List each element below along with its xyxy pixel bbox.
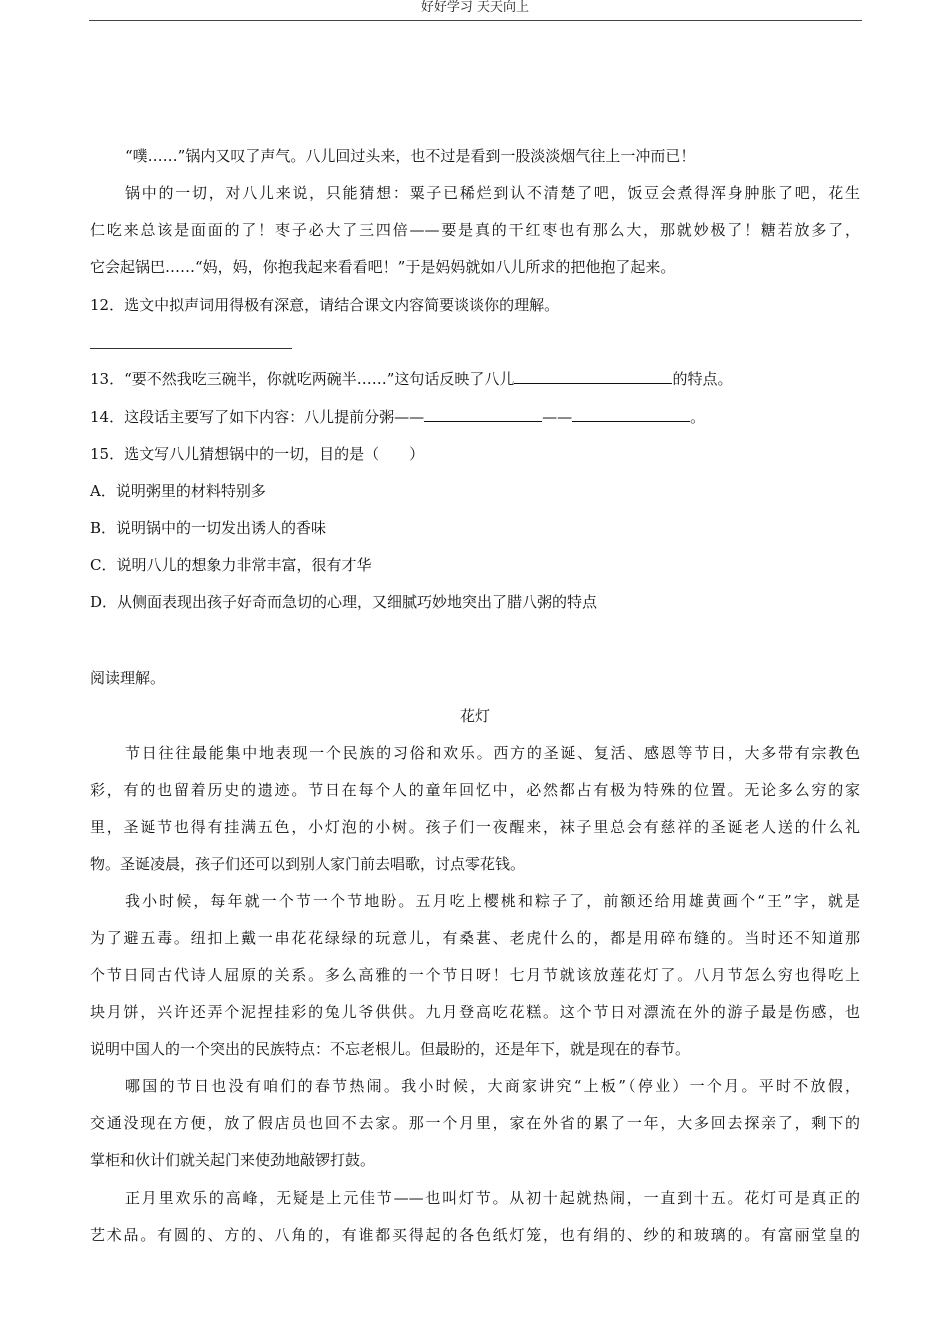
- answer-blank-14a[interactable]: [424, 407, 542, 422]
- option-b[interactable]: B．说明锅中的一切发出诱人的香味: [90, 519, 327, 537]
- article-line: 掌柜和伙计们就关起门来使劲地敲锣打鼓。: [90, 1151, 376, 1169]
- article-line: 说明中国人的一个突出的民族特点：不忘老根儿。但最盼的，还是年下，就是现在的春节。: [90, 1040, 691, 1058]
- article-line: 节日往往最能集中地表现一个民族的习俗和欢乐。西方的圣诞、复活、感恩等节日，大多带有宗教色: [125, 744, 860, 762]
- option-d[interactable]: D．从侧面表现出孩子好奇而急切的心理，又细腻巧妙地突出了腊八粥的特点: [90, 593, 598, 611]
- article-line: 个节日同古代诗人屈原的关系。多么高雅的一个节日呀！七月节就该放莲花灯了。八月节怎么穷也得吃上: [90, 966, 860, 984]
- question-15: 15．选文写八儿猜想锅中的一切，目的是（ ）: [90, 445, 425, 463]
- article-line: 块月饼，兴许还弄个泥捏挂彩的兔儿爷供供。九月登高吃花糕。这个节日对漂流在外的游子最是伤感，也: [90, 1003, 860, 1021]
- page-header: 好好学习 天天向上: [420, 0, 530, 15]
- answer-blank-14b[interactable]: [572, 407, 690, 422]
- article-line: 哪国的节日也没有咱们的春节热闹。我小时候，大商家讲究“上板”（停业）一个月。平时不放假，: [125, 1077, 860, 1095]
- article-line: 为了避五毒。纽扣上戴一串花花绿绿的玩意儿，有桑葚、老虎什么的，都是用碎布缝的。当时还不知道那: [90, 929, 860, 947]
- article-line: 彩，有的也留着历史的遗迹。节日在每个人的童年回忆中，必然都占有极为特殊的位置。无论多么穷的家: [90, 781, 860, 799]
- question-14-sep: ——: [542, 408, 573, 426]
- article-line: 我小时候，每年就一个节一个节地盼。五月吃上樱桃和粽子了，前额还给用雄黄画个“王”字，就是: [125, 892, 860, 910]
- article-title: 花灯: [459, 707, 490, 725]
- answer-line-12[interactable]: [90, 348, 292, 349]
- article-line: 艺术品。有圆的、方的、八角的，有谁都买得起的各色纸灯笼，也有绢的、纱的和玻璃的。有富丽堂皇的: [90, 1226, 860, 1244]
- article-line: 交通没现在方便，放了假店员也回不去家。那一个月里，家在外省的累了一年，大多回去探亲了，剩下的: [90, 1114, 860, 1132]
- article-line: 里，圣诞节也得有挂满五色，小灯泡的小树。孩子们一夜醒来，袜子里总会有慈祥的圣诞老人送的什么礼: [90, 818, 860, 836]
- question-14-end: 。: [690, 408, 706, 426]
- article-line: 正月里欢乐的高峰，无疑是上元佳节——也叫灯节。从初十起就热闹，一直到十五。花灯可是真正的: [125, 1189, 860, 1207]
- question-14-text: 14．这段话主要写了如下内容：八儿提前分粥——: [90, 408, 425, 426]
- passage-line: 它会起锅巴……“妈，妈，你抱我起来看看吧！”于是妈妈就如八儿所求的把他抱了起来。: [90, 258, 676, 276]
- question-12: 12．选文中拟声词用得极有深意，请结合课文内容简要谈谈你的理解。: [90, 296, 560, 314]
- passage-line: 仁吃来总该是面面的了！枣子必大了三四倍——要是真的干红枣也有那么大，那就妙极了！糖若放多了，: [90, 221, 860, 239]
- answer-blank-13[interactable]: [514, 369, 672, 384]
- passage-line: “噗……”锅内又叹了声气。八儿回过头来，也不过是看到一股淡淡烟气往上一冲而已！: [125, 147, 696, 165]
- question-13-text: 13．“要不然我吃三碗半，你就吃两碗半……”这句话反映了八儿: [90, 370, 515, 388]
- article-line: 物。圣诞凌晨，孩子们还可以到别人家门前去唱歌，讨点零花钱。: [90, 855, 526, 873]
- section-label: 阅读理解。: [90, 669, 166, 687]
- question-13: [90, 369, 870, 389]
- passage-line: 锅中的一切，对八儿来说，只能猜想：粟子已稀烂到认不清楚了吧，饭豆会煮得浑身肿胀了吧，花生: [125, 184, 860, 202]
- option-a[interactable]: A．说明粥里的材料特别多: [90, 482, 266, 500]
- question-13-tail: 的特点。: [672, 370, 733, 388]
- question-14: [90, 407, 870, 427]
- header-divider: [89, 20, 862, 21]
- option-c[interactable]: C．说明八儿的想象力非常丰富，很有才华: [90, 556, 372, 574]
